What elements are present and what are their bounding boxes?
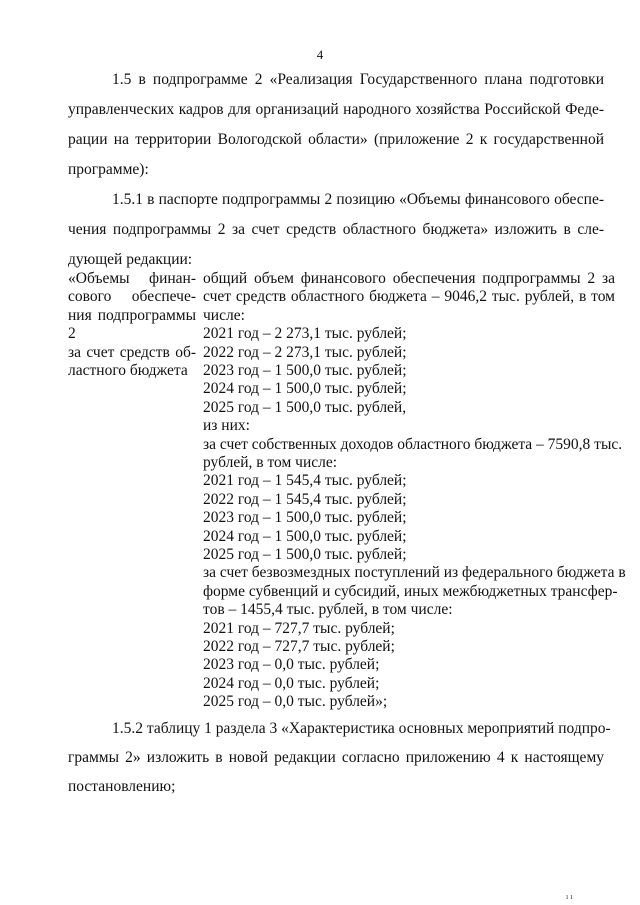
right-cell-line: 2023 год – 1 500,0 тыс. рублей; <box>203 509 407 527</box>
text-line: управленческих кадров для организаций народного хозяйства Российской Феде- <box>68 101 604 118</box>
right-cell-line: 2022 год – 1 545,4 тыс. рублей; <box>203 490 407 508</box>
text-line: рации на территории Вологодской области» (приложение 2 к государственной <box>68 131 604 148</box>
right-cell-line: счет средств областного бюджета – 9046,2 тыс. рублей, в том <box>203 288 615 306</box>
text-line: 1.5.2 таблицу 1 раздела 3 «Характеристика основных мероприятий подпро- <box>112 720 611 737</box>
right-cell-line: за счет собственных доходов областного бюджета – 7590,8 тыс. <box>203 435 623 453</box>
left-cell-line: 2 <box>68 325 76 343</box>
left-cell-line: «Объемы финан- <box>68 270 196 287</box>
right-cell-line: 2023 год – 0,0 тыс. рублей; <box>203 656 380 674</box>
left-cell-line: сового обеспече- <box>68 288 196 306</box>
text-line: дующей редакции: <box>68 251 193 268</box>
right-cell-line: форме субвенций и субсидий, иных межбюджетных трансфер- <box>203 582 618 600</box>
text-line: 1.5.1 в паспорте подпрограммы 2 позицию «Объемы финансового обеспе- <box>112 191 604 208</box>
right-cell-line: 2024 год – 0,0 тыс. рублей; <box>203 674 380 692</box>
left-cell-line: ния подпрограммы <box>68 306 196 324</box>
right-cell-line: тов – 1455,4 тыс. рублей, в том числе: <box>203 601 453 619</box>
page-number: 4 <box>316 47 324 62</box>
left-cell-line: ластного бюджета <box>68 362 188 379</box>
right-cell-line: 2023 год – 1 500,0 тыс. рублей; <box>203 362 407 379</box>
right-cell-line: 2021 год – 727,7 тыс. рублей; <box>203 619 395 637</box>
text-line: чения подпрограммы 2 за счет средств областного бюджета» изложить в сле- <box>68 221 604 238</box>
right-cell-line: за счет безвозмездных поступлений из федерального бюджета в <box>203 564 626 582</box>
right-cell-line: рублей, в том числе: <box>203 454 338 471</box>
right-cell-line: числе: <box>203 306 245 324</box>
right-cell-line: 2021 год – 1 545,4 тыс. рублей; <box>203 472 407 490</box>
left-cell-line: за счет средств об- <box>68 343 196 361</box>
right-cell-line: 2021 год – 2 273,1 тыс. рублей; <box>203 325 407 343</box>
text-line: постановлению; <box>68 778 176 795</box>
right-cell-line: 2024 год – 1 500,0 тыс. рублей; <box>203 380 407 398</box>
text-line: 1.5 в подпрограмме 2 «Реализация Государственного плана подготовки <box>112 71 604 88</box>
right-cell-line: общий объем финансового обеспечения подпрограммы 2 за <box>203 270 615 287</box>
text-line: граммы 2» изложить в новой редакции согласно приложению 4 к настоящему <box>68 749 604 766</box>
right-cell-line: 2022 год – 727,7 тыс. рублей; <box>203 638 395 655</box>
right-cell-line: 2022 год – 2 273,1 тыс. рублей; <box>203 343 407 361</box>
right-cell-line: 2024 год – 1 500,0 тыс. рублей; <box>203 527 407 545</box>
text-line: программе): <box>68 161 149 178</box>
right-cell-line: из них: <box>203 417 250 435</box>
right-cell-line: 2025 год – 1 500,0 тыс. рублей; <box>203 546 407 563</box>
right-cell-line: 2025 год – 0,0 тыс. рублей»; <box>203 693 388 711</box>
right-cell-line: 2025 год – 1 500,0 тыс. рублей, <box>203 398 407 416</box>
footer-mark: ı ı <box>566 892 573 901</box>
